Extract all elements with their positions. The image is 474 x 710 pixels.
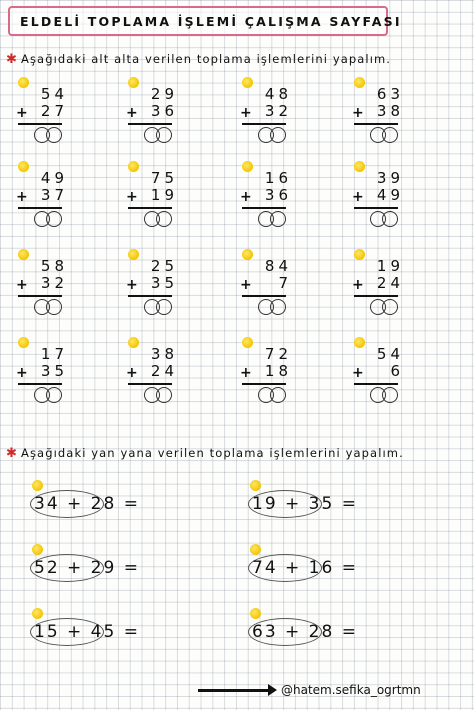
plus-sign: + [16,189,28,205]
sum-line [18,383,62,385]
vertical-problem [238,169,298,249]
vertical-problem [124,169,184,249]
addend-top: 48 [264,85,292,103]
yellow-dot-icon [32,608,43,619]
addend-bottom: 37 [40,186,68,204]
star-icon: ✱ [6,52,18,67]
addend-top: 38 [150,345,178,363]
addend-bottom: 38 [376,102,404,120]
vertical-problem [124,345,184,425]
vertical-problem [238,257,298,337]
plus-sign: + [352,365,364,381]
answer-circle[interactable] [270,299,286,315]
answer-circle[interactable] [270,387,286,403]
addend-bottom: 36 [150,102,178,120]
answer-circle[interactable] [382,211,398,227]
plus-sign: + [16,277,28,293]
answer-circle[interactable] [46,127,62,143]
arrow-right-icon [268,684,277,696]
sum-line [242,123,286,125]
yellow-dot-icon [32,544,43,555]
sum-line [18,207,62,209]
sum-line [242,383,286,385]
addend-top: 63 [376,85,404,103]
vertical-problem [14,345,74,425]
addend-bottom: 24 [376,274,404,292]
answer-circle[interactable] [46,299,62,315]
addend-top: 49 [40,169,68,187]
plus-sign: + [240,277,252,293]
plus-sign: + [126,365,138,381]
sum-line [128,207,172,209]
addend-top: 58 [40,257,68,275]
addend-bottom: 49 [376,186,404,204]
instruction-vertical-text: Aşağıdaki alt alta verilen toplama işlemlerini yapalım. [21,52,392,66]
credit [198,683,421,697]
addend-bottom: 35 [40,362,68,380]
addend-bottom: 35 [150,274,178,292]
addend-top: 17 [40,345,68,363]
plus-sign: + [126,105,138,121]
vertical-problem [124,85,184,165]
sum-line [128,383,172,385]
sum-line [128,295,172,297]
sum-line [242,207,286,209]
yellow-dot-icon [250,608,261,619]
addend-bottom: 7 [278,274,292,292]
vertical-problem [14,257,74,337]
plus-sign: + [16,365,28,381]
vertical-problem [350,257,410,337]
answer-circle[interactable] [156,387,172,403]
plus-sign: + [126,277,138,293]
sum-line [18,123,62,125]
vertical-problem [238,85,298,165]
addend-top: 54 [376,345,404,363]
plus-sign: + [352,277,364,293]
title-box [8,6,402,36]
vertical-problem [238,345,298,425]
addend-bottom: 32 [40,274,68,292]
answer-circle[interactable] [156,299,172,315]
addition-expression[interactable]: 63 + 28 = [252,622,358,642]
instruction-horizontal-text: Aşağıdaki yan yana verilen toplama işlemlerini yapalım. [21,446,404,460]
page-title: ELDELİ TOPLAMA İŞLEMİ ÇALIŞMA SAYFASI [20,13,402,29]
addition-expression[interactable]: 15 + 45 = [34,622,140,642]
plus-sign: + [126,189,138,205]
answer-circle[interactable] [382,299,398,315]
yellow-dot-icon [32,480,43,491]
sum-line [354,123,398,125]
answer-circle[interactable] [382,387,398,403]
plus-sign: + [240,189,252,205]
addend-bottom: 19 [150,186,178,204]
vertical-problem [350,169,410,249]
answer-circle[interactable] [382,127,398,143]
vertical-problem [14,169,74,249]
yellow-dot-icon [250,544,261,555]
addition-expression[interactable]: 52 + 29 = [34,558,140,578]
addend-bottom: 6 [390,362,404,380]
yellow-dot-icon [250,480,261,491]
sum-line [354,295,398,297]
instruction-horizontal [6,446,404,461]
sum-line [354,207,398,209]
vertical-problem [350,85,410,165]
answer-circle[interactable] [156,211,172,227]
addition-expression[interactable]: 34 + 28 = [34,494,140,514]
addend-bottom: 32 [264,102,292,120]
addend-top: 25 [150,257,178,275]
answer-circle[interactable] [156,127,172,143]
sum-line [242,295,286,297]
plus-sign: + [240,105,252,121]
addend-bottom: 27 [40,102,68,120]
addition-expression[interactable]: 19 + 35 = [252,494,358,514]
addition-expression[interactable]: 74 + 16 = [252,558,358,578]
sum-line [128,123,172,125]
addend-top: 84 [264,257,292,275]
plus-sign: + [352,189,364,205]
vertical-problem [124,257,184,337]
addend-top: 19 [376,257,404,275]
addend-top: 39 [376,169,404,187]
addend-top: 72 [264,345,292,363]
addend-top: 29 [150,85,178,103]
addend-top: 75 [150,169,178,187]
addend-top: 16 [264,169,292,187]
vertical-problem [350,345,410,425]
plus-sign: + [240,365,252,381]
arrow-line [198,689,268,692]
credit-handle: @hatem.sefika_ogrtmn [281,683,421,697]
plus-sign: + [352,105,364,121]
answer-circle[interactable] [46,387,62,403]
addend-bottom: 24 [150,362,178,380]
answer-circle[interactable] [270,211,286,227]
addend-bottom: 18 [264,362,292,380]
instruction-vertical [6,52,391,67]
vertical-problem [14,85,74,165]
plus-sign: + [16,105,28,121]
answer-circle[interactable] [270,127,286,143]
answer-circle[interactable] [46,211,62,227]
addend-top: 54 [40,85,68,103]
sum-line [354,383,398,385]
star-icon: ✱ [6,446,18,461]
addend-bottom: 36 [264,186,292,204]
sum-line [18,295,62,297]
